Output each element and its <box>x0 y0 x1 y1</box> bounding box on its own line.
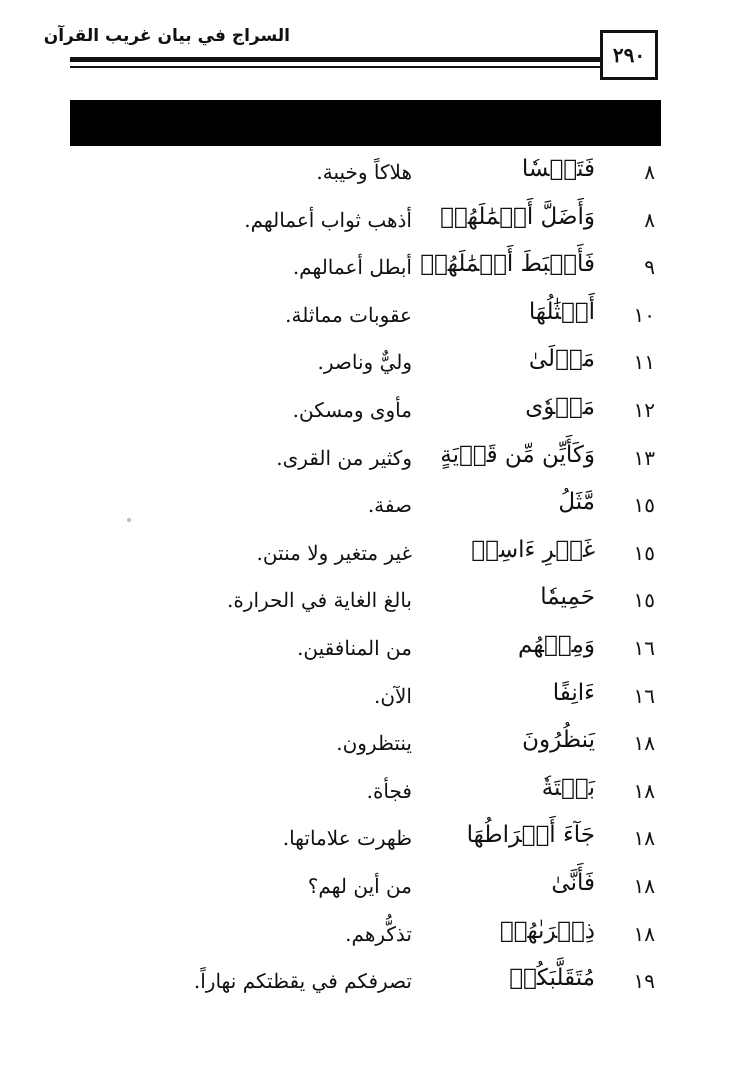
ayah-number: ١٠ <box>633 302 655 327</box>
quran-word: ذِكۡرَىٰهُمۡ <box>499 917 595 944</box>
glossary-row <box>0 536 755 581</box>
word-meaning: ينتظرون. <box>336 731 412 756</box>
glossary-row <box>0 584 755 628</box>
quran-word: وَمِنۡهُم <box>518 632 595 658</box>
quran-word: وَأَضَلَّ أَعۡمَٰلَهُمۡ <box>440 203 595 230</box>
word-meaning: هلاكاً وخيبة. <box>316 160 412 184</box>
ayah-number: ١٨ <box>633 874 655 898</box>
ayah-number: ٨ <box>644 207 655 232</box>
word-meaning: مأوى ومسكن. <box>292 398 412 422</box>
glossary-row <box>0 489 755 533</box>
glossary-row <box>0 917 755 962</box>
glossary-row <box>0 203 755 248</box>
quran-word: مَثۡوٗى <box>525 394 595 420</box>
ayah-number: ١٨ <box>633 778 655 803</box>
word-meaning: تصرفكم في يقظتكم نهاراً. <box>193 969 412 994</box>
quran-word: حَمِيمٗا <box>540 584 595 611</box>
quran-word: فَتَعۡسٗا <box>521 156 595 182</box>
ayah-number: ١٩ <box>633 969 655 994</box>
ayah-number: ١٦ <box>633 683 655 708</box>
quran-word: مُتَقَلَّبَكُمۡ <box>509 965 595 992</box>
ayah-number: ١٨ <box>633 826 655 851</box>
ayah-number: ١٦ <box>633 636 655 660</box>
glossary-row <box>0 632 755 676</box>
glossary-row <box>0 251 755 295</box>
quran-word: يَنظُرُونَ <box>522 727 595 754</box>
word-meaning: صفة. <box>367 493 412 518</box>
page-number: ٢٩٠ <box>612 43 646 67</box>
glossary-row <box>0 394 755 438</box>
page-number-box <box>600 30 658 80</box>
ayah-number: ١١ <box>633 350 655 375</box>
quran-word: جَآءَ أَشۡرَاطُهَا <box>466 822 595 849</box>
glossary-row <box>0 870 755 914</box>
quran-word: ءَانِفًا <box>552 679 595 706</box>
word-meaning: عقوبات مماثلة. <box>285 302 412 327</box>
ayah-number: ٩ <box>644 255 655 280</box>
word-meaning: من المنافقين. <box>297 636 412 660</box>
ayah-number: ٨ <box>644 160 655 184</box>
ayah-number: ١٢ <box>633 398 655 422</box>
book-title: السراج في بيان غريب القرآن <box>43 26 290 46</box>
ayah-number: ١٥ <box>633 493 655 518</box>
quran-word: مَوۡلَىٰ <box>528 346 595 373</box>
quran-word: فَأَنَّىٰ <box>551 870 595 896</box>
quran-word: بَغۡتَةٗ <box>541 774 595 801</box>
section-banner <box>70 100 661 146</box>
ayah-number: ١٨ <box>633 731 655 756</box>
quran-word: وَكَأَيِّن مِّن قَرۡيَةٍ <box>440 441 595 468</box>
word-meaning: من أين لهم؟ <box>307 874 412 898</box>
glossary-row <box>0 679 755 724</box>
word-meaning: فجأة. <box>366 778 412 803</box>
glossary-row <box>0 774 755 819</box>
glossary-row <box>0 441 755 486</box>
header-rule-thin <box>70 66 601 68</box>
glossary-row <box>0 822 755 866</box>
quran-word: غَيۡرِ ءَاسِنٖ <box>471 536 595 563</box>
glossary-row <box>0 298 755 343</box>
scan-speck <box>127 518 131 522</box>
header-rule-thick <box>70 57 601 62</box>
word-meaning: وكثير من القرى. <box>276 445 412 470</box>
word-meaning: بالغ الغاية في الحرارة. <box>226 588 412 613</box>
glossary-row <box>0 965 755 1009</box>
word-meaning: أذهب ثواب أعمالهم. <box>244 207 412 232</box>
glossary-row <box>0 156 755 200</box>
quran-word: فَأَحۡبَطَ أَعۡمَٰلَهُمۡ <box>420 251 595 278</box>
word-meaning: وليٌّ وناصر. <box>317 350 412 375</box>
ayah-number: ١٣ <box>633 445 655 470</box>
glossary-row <box>0 727 755 771</box>
glossary-row <box>0 346 755 390</box>
ayah-number: ١٨ <box>633 921 655 946</box>
ayah-number: ١٥ <box>633 588 655 613</box>
word-meaning: غير متغير ولا منتن. <box>256 540 412 565</box>
quran-word: مَّثَلُ <box>558 489 595 516</box>
word-meaning: الآن. <box>373 683 412 708</box>
word-meaning: أبطل أعمالهم. <box>292 255 412 280</box>
ayah-number: ١٥ <box>633 540 655 565</box>
word-meaning: تذكُّرهم. <box>345 921 412 946</box>
word-meaning: ظهرت علاماتها. <box>282 826 412 851</box>
quran-word: أَمۡثَٰلُهَا <box>528 298 595 325</box>
